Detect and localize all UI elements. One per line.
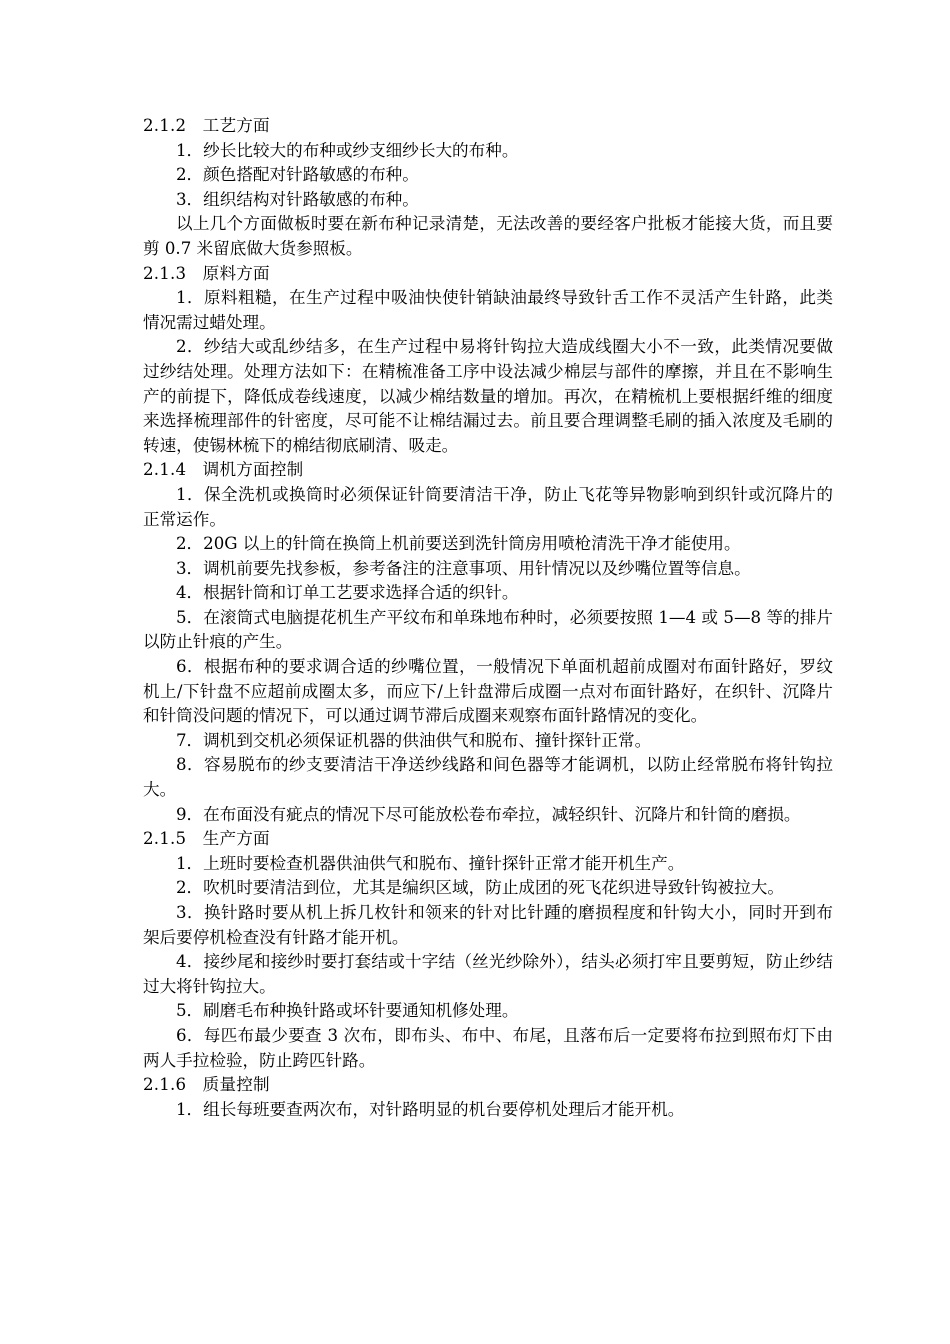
paragraph: 7．调机到交机必须保证机器的供油供气和脱布、撞针探针正常。 — [176, 730, 652, 750]
paragraph: 5．在滚筒式电脑提花机生产平纹布和单珠地布种时，必须要按照 1—4 或 5—8 等的排片以防止针痕的产生。 — [143, 607, 833, 652]
paragraph: 4．根据针筒和订单工艺要求选择合适的织针。 — [176, 583, 519, 603]
paragraph: 8．容易脱布的纱支要清洁干净送纱线路和间色器等才能调机，以防止经常脱布将针钩拉大。 — [143, 755, 833, 800]
section-heading: 2.1.5 生产方面 — [143, 829, 270, 849]
document-body — [143, 114, 833, 1122]
paragraph: 1．保全洗机或换筒时必须保证针筒要清洁干净，防止飞花等异物影响到织针或沉降片的正常运作。 — [143, 484, 833, 529]
paragraph: 3．组织结构对针路敏感的布种。 — [176, 189, 419, 209]
section-2-1-3 — [143, 262, 833, 459]
section-2-1-5 — [143, 827, 833, 1073]
paragraph: 6．根据布种的要求调合适的纱嘴位置，一般情况下单面机超前成圈对布面针路好，罗纹机上/下针盘不应超前成圈太多，而应下/上针盘滞后成圈一点对布面针路好，在织针、沉降片和针筒没问题的情况下，可以通过调节滞后成圈来观察布面针路情况的变化。 — [143, 657, 833, 726]
section-2-1-4 — [143, 458, 833, 827]
paragraph: 3．调机前要先找参板，参考备注的注意事项、用针情况以及纱嘴位置等信息。 — [176, 558, 751, 578]
paragraph: 9．在布面没有疵点的情况下尽可能放松卷布牵拉，减轻织针、沉降片和针筒的磨损。 — [176, 804, 801, 824]
section-2-1-6 — [143, 1073, 833, 1122]
paragraph: 2．吹机时要清洁到位，尤其是编织区域，防止成团的死飞花织进导致针钩被拉大。 — [176, 878, 784, 898]
paragraph: 3．换针路时要从机上拆几枚针和领来的针对比针踵的磨损程度和针钩大小，同时开到布架后要停机检查没有针路才能开机。 — [143, 903, 833, 947]
section-heading: 2.1.2 工艺方面 — [143, 116, 270, 135]
paragraph: 1．组长每班要查两次布，对针路明显的机台要停机处理后才能开机。 — [176, 1099, 685, 1119]
section-heading: 2.1.4 调机方面控制 — [143, 460, 304, 480]
paragraph: 4．接纱尾和接纱时要打套结或十字结（丝光纱除外），结头必须打牢且要剪短，防止纱结过大将针钩拉大。 — [143, 952, 833, 996]
paragraph: 6．每匹布最少要查 3 次布，即布头、布中、布尾，且落布后一定要将布拉到照布灯下由两人手拉检验，防止跨匹针路。 — [143, 1025, 833, 1070]
paragraph: 1．原料粗糙，在生产过程中吸油快使针销缺油最终导致针舌工作不灵活产生针路，此类情况需过蜡处理。 — [143, 288, 833, 332]
paragraph: 2．纱结大或乱纱结多，在生产过程中易将针钩拉大造成线圈大小不一致，此类情况要做过纱结处理。处理方法如下：在精梳准备工序中设法减少棉层与部件的摩擦，并且在不影响生产的前提下，降低成卷线速度，以减少棉结数量的增加。再次，在精梳机上要根据纤维的细度来选择梳理部件的针密度，尽可能不让棉结漏过去。前且要合理调整毛刷的插入浓度及毛刷的转速，使锡林梳下的棉结彻底刷清、吸走。 — [143, 337, 833, 455]
section-heading: 2.1.6 质量控制 — [143, 1075, 270, 1095]
section-heading: 2.1.3 原料方面 — [143, 263, 270, 283]
paragraph: 1．纱长比较大的布种或纱支细纱长大的布种。 — [176, 140, 519, 160]
paragraph: 2．颜色搭配对针路敏感的布种。 — [176, 165, 419, 185]
paragraph: 1．上班时要检查机器供油供气和脱布、撞针探针正常才能开机生产。 — [176, 853, 685, 873]
section-2-1-2 — [143, 114, 833, 262]
paragraph: 5．刷磨毛布种换针路或坏针要通知机修处理。 — [176, 1001, 519, 1021]
paragraph: 以上几个方面做板时要在新布种记录清楚，无法改善的要经客户批板才能接大货，而且要剪 0.7 米留底做大货参照板。 — [143, 214, 833, 258]
paragraph: 2．20G 以上的针筒在换筒上机前要送到洗针筒房用喷枪清洗干净才能使用。 — [176, 534, 741, 554]
